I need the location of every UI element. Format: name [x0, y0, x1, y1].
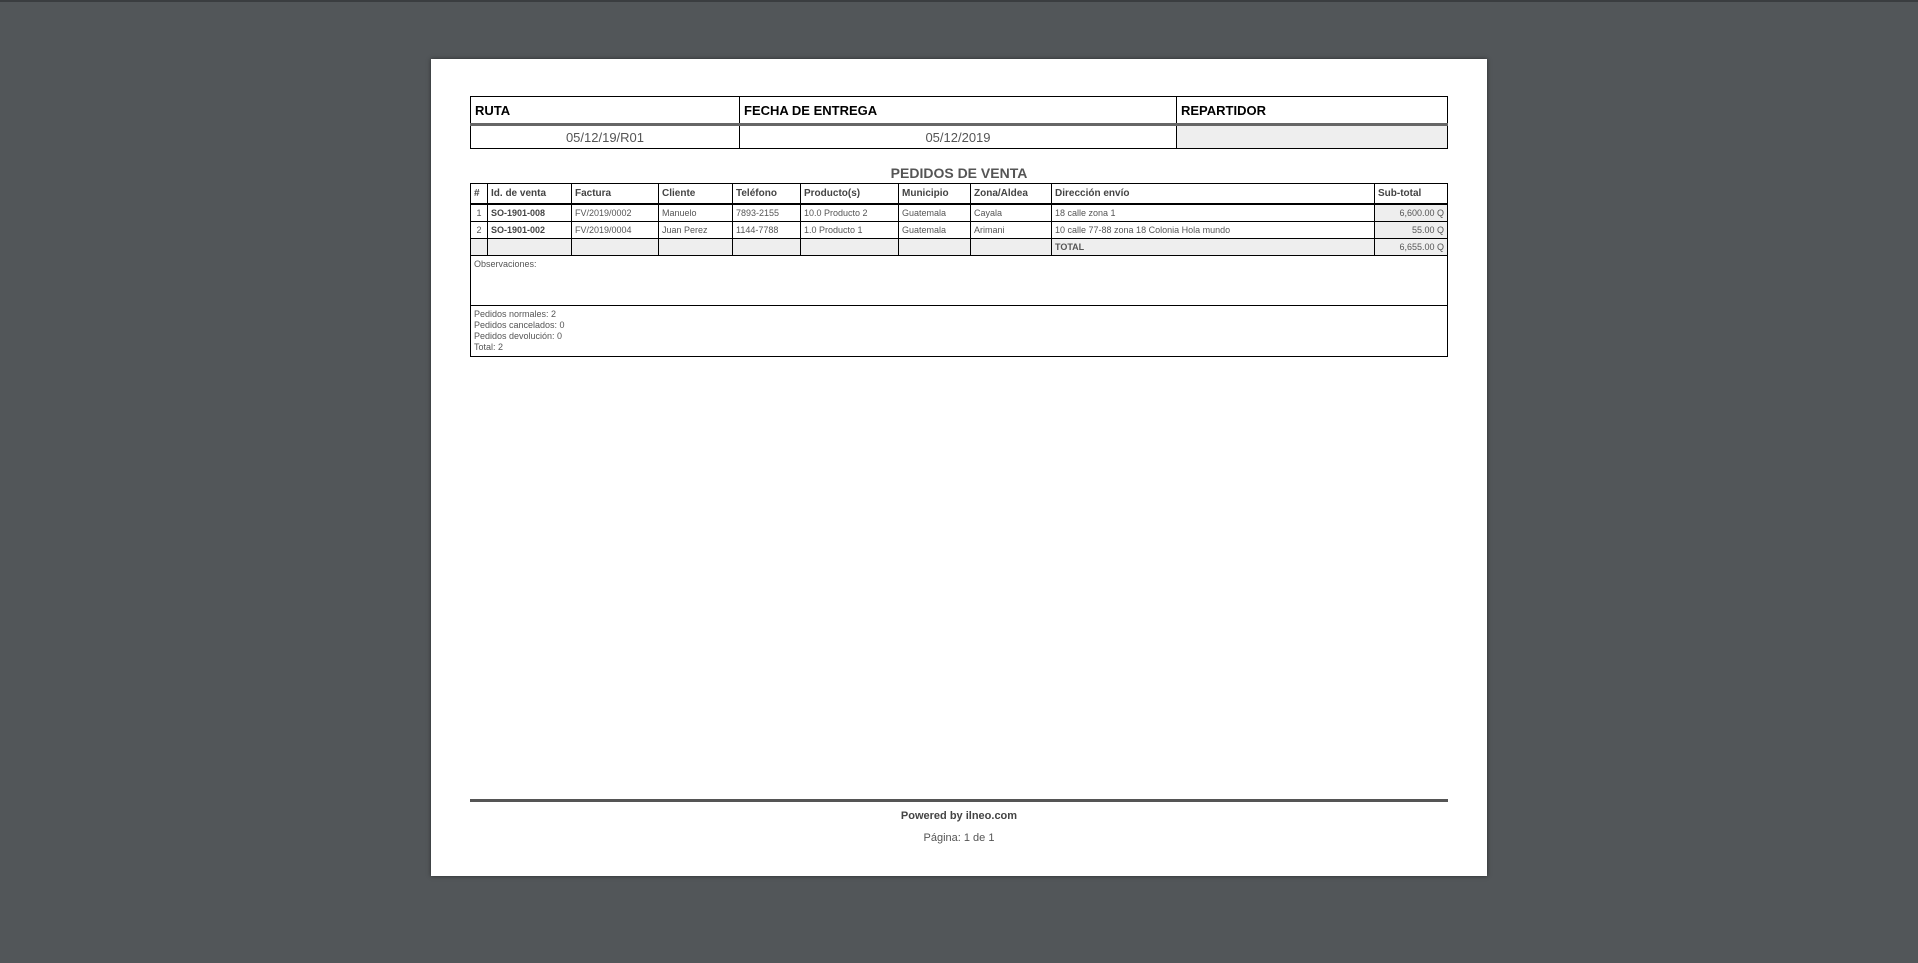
page-number: Página: 1 de 1	[923, 832, 995, 844]
col-direccion: Dirección envío	[1052, 184, 1375, 205]
total-label: TOTAL	[1052, 239, 1375, 256]
ruta-label: RUTA	[471, 97, 740, 125]
total-empty-cell	[971, 239, 1052, 256]
row-num: 1	[471, 204, 488, 222]
summary-box	[470, 306, 1448, 357]
section-title: PEDIDOS DE VENTA	[890, 165, 1028, 181]
row-cliente: Manuelo	[659, 204, 733, 222]
row-cliente: Juan Perez	[659, 222, 733, 239]
summary-devolucion: Pedidos devolución: 0	[474, 331, 563, 341]
fecha-entrega-label: FECHA DE ENTREGA	[740, 97, 1177, 125]
row-zona: Cayala	[971, 204, 1052, 222]
col-telefono: Teléfono	[733, 184, 801, 205]
col-id-venta: Id. de venta	[488, 184, 572, 205]
repartidor-value	[1177, 125, 1448, 149]
route-header-table	[470, 96, 1448, 149]
observaciones-box	[470, 256, 1448, 306]
orders-header-row	[471, 184, 1448, 205]
total-empty-cell	[471, 239, 488, 256]
total-empty-cell	[733, 239, 801, 256]
total-empty-cell	[801, 239, 899, 256]
col-factura: Factura	[572, 184, 659, 205]
row-subtotal: 6,600.00 Q	[1375, 204, 1448, 222]
total-row	[471, 239, 1448, 256]
route-header-labels	[471, 97, 1448, 125]
total-empty-cell	[572, 239, 659, 256]
total-empty-cell	[488, 239, 572, 256]
report-page	[431, 59, 1487, 876]
row-direccion: 10 calle 77-88 zona 18 Colonia Hola mundo	[1052, 222, 1375, 239]
row-subtotal: 55.00 Q	[1375, 222, 1448, 239]
row-id-venta: SO-1901-008	[488, 204, 572, 222]
summary-cancelados: Pedidos cancelados: 0	[474, 320, 565, 330]
summary-normales: Pedidos normales: 2	[474, 309, 557, 319]
col-num: #	[471, 184, 488, 205]
total-empty-cell	[659, 239, 733, 256]
summary-total: Total: 2	[474, 342, 504, 352]
powered-by: Powered by ilneo.com	[900, 810, 1018, 822]
row-factura: FV/2019/0004	[572, 222, 659, 239]
table-row	[471, 204, 1448, 222]
row-zona: Arimani	[971, 222, 1052, 239]
ruta-value: 05/12/19/R01	[471, 125, 740, 149]
total-value: 6,655.00 Q	[1375, 239, 1448, 256]
report-content	[470, 96, 1448, 357]
row-id-venta: SO-1901-002	[488, 222, 572, 239]
route-header-values	[471, 125, 1448, 149]
orders-table	[470, 183, 1448, 256]
total-empty-cell	[899, 239, 971, 256]
observaciones-label: Observaciones:	[474, 259, 537, 269]
col-subtotal: Sub-total	[1375, 184, 1448, 205]
row-num: 2	[471, 222, 488, 239]
page-footer	[470, 799, 1448, 844]
viewer-top-border	[0, 0, 1918, 2]
table-row	[471, 222, 1448, 239]
row-municipio: Guatemala	[899, 222, 971, 239]
repartidor-label: REPARTIDOR	[1177, 97, 1448, 125]
col-cliente: Cliente	[659, 184, 733, 205]
row-telefono: 7893-2155	[733, 204, 801, 222]
row-direccion: 18 calle zona 1	[1052, 204, 1375, 222]
row-factura: FV/2019/0002	[572, 204, 659, 222]
col-productos: Producto(s)	[801, 184, 899, 205]
row-telefono: 1144-7788	[733, 222, 801, 239]
fecha-entrega-value: 05/12/2019	[740, 125, 1177, 149]
col-zona: Zona/Aldea	[971, 184, 1052, 205]
row-productos: 10.0 Producto 2	[801, 204, 899, 222]
col-municipio: Municipio	[899, 184, 971, 205]
row-municipio: Guatemala	[899, 204, 971, 222]
row-productos: 1.0 Producto 1	[801, 222, 899, 239]
